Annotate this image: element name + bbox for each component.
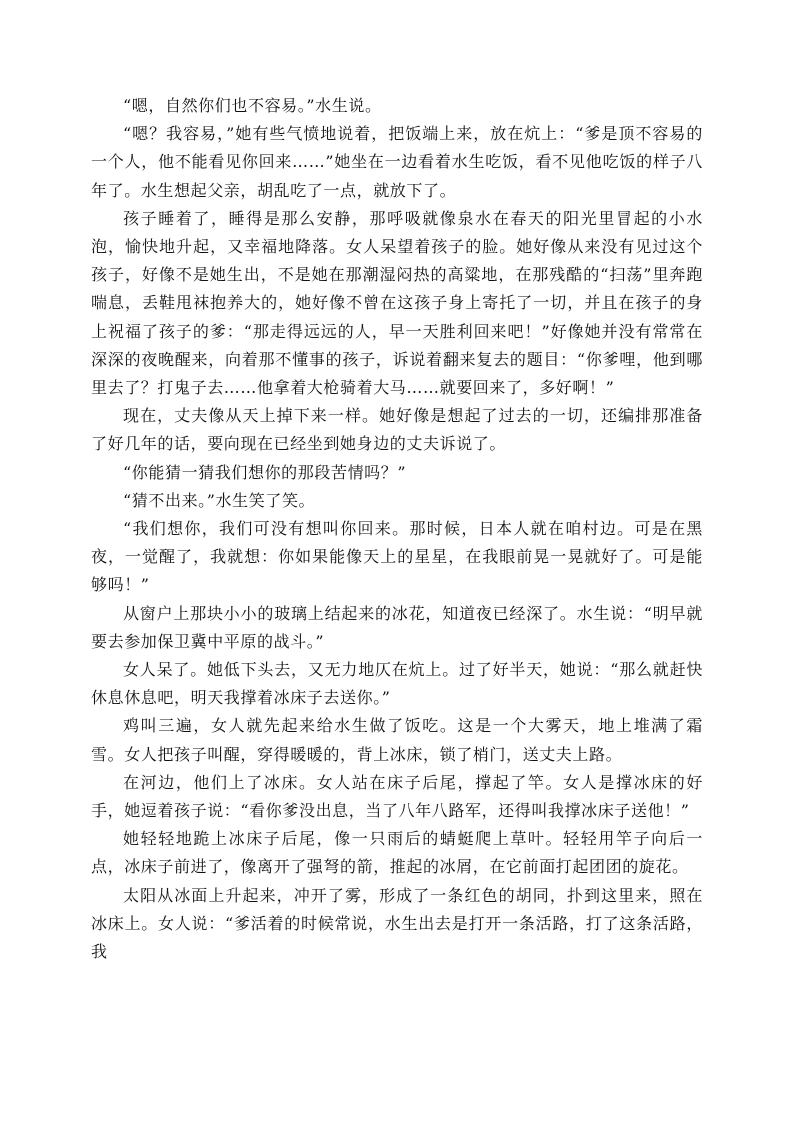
paragraph: “嗯？我容易，”她有些气愤地说着，把饭端上来，放在炕上：“爹是顶不容易的一个人，他不能看见你回来……”她坐在一边看着水生吃饭，看不见他吃饭的样子八年了。水生想起父亲，胡乱吃了一点，就放下了。 [91, 124, 703, 200]
article-body [91, 92, 703, 966]
paragraph: 孩子睡着了，睡得是那么安静，那呼吸就像泉水在春天的阳光里冒起的小水泡，愉快地升起，又幸福地降落。女人呆望着孩子的脸。她好像从来没有见过这个孩子，好像不是她生出，不是她在那潮湿闷热的高粱地，在那残酷的“扫荡”里奔跑喘息，丢鞋甩袜抱养大的，她好像不曾在这孩子身上寄托了一切，并且在孩子的身上祝福了孩子的爹：“那走得远远的人，早一天胜利回来吧！”好像她并没有常常在深深的夜晚醒来，向着那不懂事的孩子，诉说着翻来复去的题目：“你爹哩，他到哪里去了？打鬼子去……他拿着大枪骑着大马……就要回来了，多好啊！” [91, 208, 703, 398]
paragraph: 现在，丈夫像从天上掉下来一样。她好像是想起了过去的一切，还编排那准备了好几年的话，要向现在已经坐到她身边的丈夫诉说了。 [91, 406, 703, 454]
paragraph: 太阳从冰面上升起来，冲开了雾，形成了一条红色的胡同，扑到这里来，照在冰床上。女人说：“爹活着的时候常说，水生出去是打开一条活路，打了这条活路，我 [91, 885, 703, 962]
paragraph: 鸡叫三遍，女人就先起来给水生做了饭吃。这是一个大雾天，地上堆满了霜雪。女人把孩子叫醒，穿得暖暖的，背上冰床，锁了梢门，送丈夫上路。 [91, 716, 703, 764]
paragraph: 她轻轻地跪上冰床子后尾，像一只雨后的蜻蜓爬上草叶。轻轻用竿子向后一点，冰床子前进了，像离开了强弩的箭，推起的冰屑，在它前面打起团团的旋花。 [91, 829, 703, 877]
paragraph: “猜不出来。”水生笑了笑。 [123, 490, 316, 510]
paragraph: 在河边，他们上了冰床。女人站在床子后尾，撑起了竿。女人是撑冰床的好手，她逗着孩子说：“看你爹没出息，当了八年八路军，还得叫我撑冰床子送他！” [91, 772, 703, 821]
paragraph: “你能猜一猜我们想你的那段苦情吗？” [123, 462, 407, 482]
paragraph: “我们想你，我们可没有想叫你回来。那时候，日本人就在咱村边。可是在黑夜，一觉醒了，我就想：你如果能像天上的星星，在我眼前晃一晃就好了。可是能够吗！” [91, 519, 703, 595]
paragraph: 女人呆了。她低下头去，又无力地仄在炕上。过了好半天，她说：“那么就赶快休息休息吧，明天我撑着冰床子去送你。” [91, 660, 703, 708]
paragraph: 从窗户上那块小小的玻璃上结起来的冰花，知道夜已经深了。水生说：“明早就要去参加保卫冀中平原的战斗。” [91, 603, 703, 651]
paragraph: “嗯，自然你们也不容易。”水生说。 [123, 96, 382, 115]
